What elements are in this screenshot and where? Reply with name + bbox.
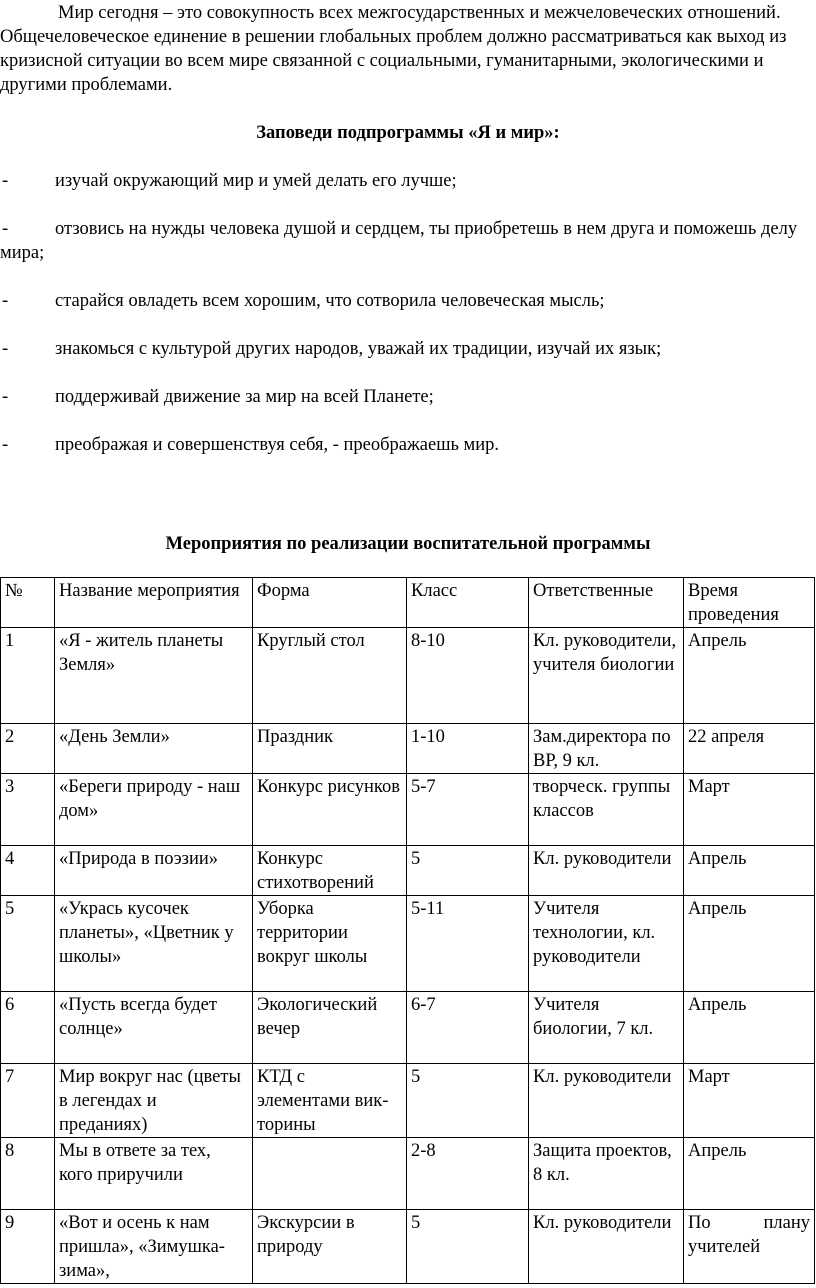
cell-form: КТД с элементами вик-торины [253,1064,407,1138]
commandment-text: знакомься с культурой других народов, уважай их традиции, изучай их язык; [55,339,662,359]
header-responsible: Ответственные [529,578,684,628]
cell-responsible: Кл. руководители, учителя биологии [529,628,684,724]
commandment-item [0,433,812,457]
header-name: Название мероприятия [55,578,253,628]
events-title: Мероприятия по реализации воспитательной программы [165,534,651,554]
cell-grade: 5 [407,846,529,896]
cell-responsible: Кл. руководители [529,846,684,896]
dash-marker: - [2,291,9,311]
cell-form: Праздник [253,724,407,774]
cell-form [253,1138,407,1210]
commandment-item [0,337,812,361]
cell-form: Экскурсии в природу [253,1210,407,1284]
cell-name: Мир вокруг нас (цветы в легендах и преданиях) [55,1064,253,1138]
cell-num: 9 [1,1210,55,1284]
cell-grade: 2-8 [407,1138,529,1210]
table-row [1,896,815,992]
table-row [1,724,815,774]
cell-name: «Природа в поэзии» [55,846,253,896]
cell-form: Экологический вечер [253,992,407,1064]
cell-time: Апрель [684,628,815,724]
table-header-row [1,578,815,628]
cell-num: 2 [1,724,55,774]
cell-grade: 5-11 [407,896,529,992]
cell-responsible: творческ. группы классов [529,774,684,846]
commandment-item [0,169,812,193]
cell-name: «Я - житель планеты Земля» [55,628,253,724]
table-row [1,1210,815,1284]
cell-name: «Укрась кусочек планеты», «Цветник у школы» [55,896,253,992]
cell-time: Март [684,774,815,846]
table-row [1,992,815,1064]
table-row [1,846,815,896]
dash-marker: - [2,435,9,455]
cell-grade: 5 [407,1064,529,1138]
table-row [1,1138,815,1210]
commandment-text: поддерживай движение за мир на всей Планете; [55,387,434,407]
cell-num: 1 [1,628,55,724]
cell-form: Конкурс стихотворений [253,846,407,896]
cell-name: «Пусть всегда будет солнце» [55,992,253,1064]
cell-form: Конкурс рисунков [253,774,407,846]
dash-marker: - [2,339,9,359]
header-time: Время проведения [684,578,815,628]
cell-time: Апрель [684,846,815,896]
cell-time: Март [684,1064,815,1138]
cell-num: 6 [1,992,55,1064]
commandment-text: изучай окружающий мир и умей делать его лучше; [55,171,457,191]
cell-grade: 5 [407,1210,529,1284]
cell-name: «Береги природу - наш дом» [55,774,253,846]
cell-responsible: Учителя биологии, 7 кл. [529,992,684,1064]
header-grade: Класс [407,578,529,628]
cell-time: Апрель [684,896,815,992]
cell-num: 3 [1,774,55,846]
cell-num: 4 [1,846,55,896]
cell-name: «День Земли» [55,724,253,774]
cell-time: Апрель [684,1138,815,1210]
cell-grade: 1-10 [407,724,529,774]
cell-name: «Вот и осень к нам пришла», «Зимушка-зима», [55,1210,253,1284]
dash-marker: - [2,171,9,191]
header-form: Форма [253,578,407,628]
commandment-item [0,385,812,409]
events-table [0,577,815,1284]
table-row [1,774,815,846]
cell-grade: 5-7 [407,774,529,846]
cell-grade: 6-7 [407,992,529,1064]
cell-form: Круглый стол [253,628,407,724]
commandment-item [0,289,812,313]
cell-num: 5 [1,896,55,992]
cell-responsible: Учителя технологии, кл. руководители [529,896,684,992]
table-row [1,1064,815,1138]
cell-responsible: Зам.директора по ВР, 9 кл. [529,724,684,774]
cell-grade: 8-10 [407,628,529,724]
cell-name: Мы в ответе за тех, кого приручили [55,1138,253,1210]
header-num: № [1,578,55,628]
commandments-title: Заповеди подпрограммы «Я и мир»: [256,123,560,143]
commandment-item [0,217,812,265]
dash-marker: - [2,387,9,407]
cell-responsible: Кл. руководители [529,1210,684,1284]
cell-time: 22 апреля [684,724,815,774]
cell-num: 8 [1,1138,55,1210]
dash-marker: - [2,219,9,239]
cell-num: 7 [1,1064,55,1138]
table-row [1,628,815,724]
cell-time: Апрель [684,992,815,1064]
cell-responsible: Кл. руководители [529,1064,684,1138]
cell-time: По плану учителей [684,1210,815,1284]
cell-form: Уборка территории вокруг школы [253,896,407,992]
cell-responsible: Защита проектов, 8 кл. [529,1138,684,1210]
intro-paragraph: Мир сегодня – это совокупность всех межгосударственных и межчеловеческих отношений. Общечеловеческое единение в решении глобальных проблем должно рассматриваться как выход из кризисной ситуации во всем мире связанной с социальными, гуманитарными, экологическими и другими проблемами. [0,3,787,95]
commandment-text: старайся овладеть всем хорошим, что сотворила человеческая мысль; [55,291,605,311]
commandment-text: отзовись на нужды человека душой и сердцем, ты приобретешь в нем друга и поможешь делу мира; [0,219,798,263]
commandment-text: преображая и совершенствуя себя, - преображаешь мир. [55,435,499,455]
